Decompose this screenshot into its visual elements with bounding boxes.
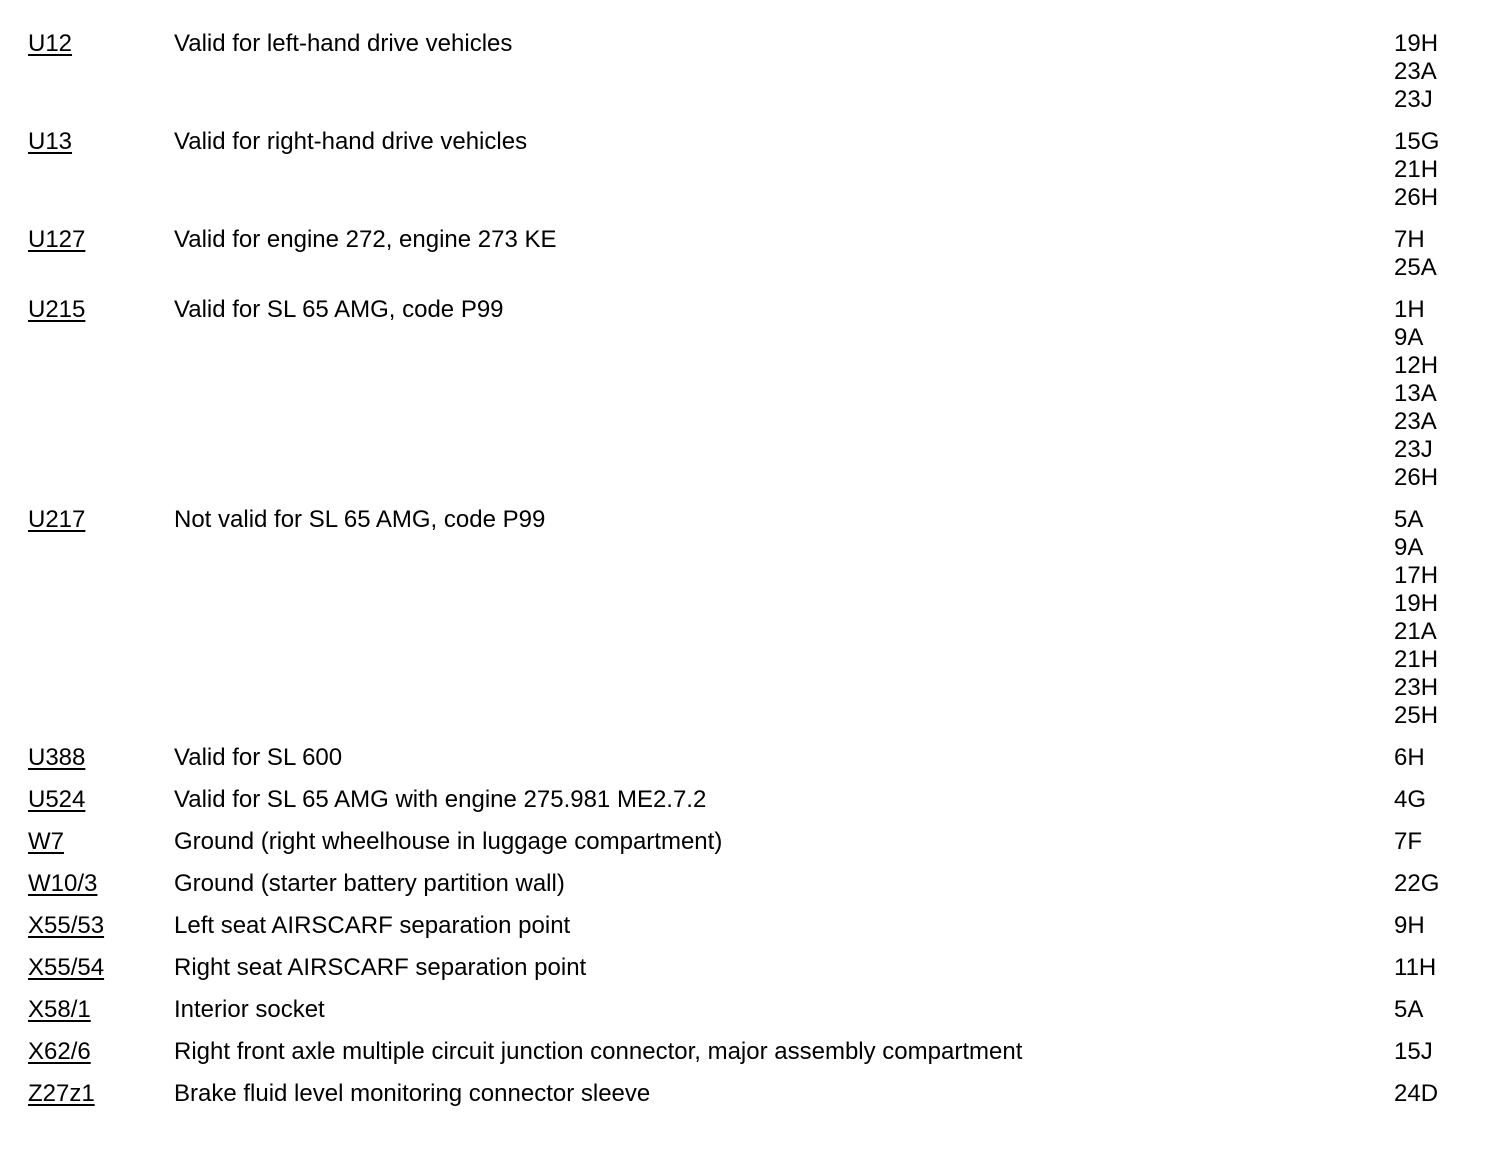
component-code-link[interactable]: X62/6 — [28, 1038, 91, 1065]
grid-location: 21A — [1394, 618, 1437, 645]
grid-location: 4G — [1394, 786, 1427, 813]
grid-location: 25A — [1394, 254, 1437, 281]
legend-row — [28, 996, 1468, 1024]
grid-location: 12H — [1394, 352, 1439, 379]
component-code-cell — [28, 786, 174, 814]
grid-location: 6H — [1394, 744, 1425, 771]
grid-location: 19H — [1394, 30, 1439, 57]
component-description: Right seat AIRSCARF separation point — [174, 954, 587, 981]
grid-location: 9A — [1394, 324, 1424, 351]
grid-location: 13A — [1394, 380, 1437, 407]
legend-row — [28, 128, 1468, 212]
grid-location: 23H — [1394, 674, 1439, 701]
grid-locations — [1394, 226, 1468, 282]
component-description: Right front axle multiple circuit junction connector, major assembly compartment — [174, 1038, 1023, 1065]
component-code-link[interactable]: X55/54 — [28, 954, 105, 981]
component-description: Not valid for SL 65 AMG, code P99 — [174, 506, 546, 533]
grid-location: 5A — [1394, 996, 1424, 1023]
component-description: Brake fluid level monitoring connector sleeve — [174, 1080, 651, 1107]
grid-locations — [1394, 128, 1468, 212]
grid-locations — [1394, 1038, 1468, 1066]
grid-location: 15J — [1394, 1038, 1433, 1065]
legend-row — [28, 954, 1468, 982]
component-description: Valid for engine 272, engine 273 KE — [174, 226, 557, 253]
legend-row — [28, 744, 1468, 772]
component-code-cell — [28, 954, 174, 982]
legend-row — [28, 1038, 1468, 1066]
component-code-cell — [28, 744, 174, 772]
grid-location: 19H — [1394, 590, 1439, 617]
component-code-link[interactable]: W7 — [28, 828, 64, 855]
grid-location: 5A — [1394, 506, 1424, 533]
grid-location: 26H — [1394, 464, 1439, 491]
grid-location: 23A — [1394, 408, 1437, 435]
component-code-link[interactable]: U13 — [28, 128, 73, 155]
legend-row — [28, 870, 1468, 898]
component-code-cell — [28, 912, 174, 940]
grid-location: 23J — [1394, 436, 1433, 463]
legend-row — [28, 1080, 1468, 1108]
component-code-link[interactable]: U217 — [28, 506, 86, 533]
component-code-cell — [28, 1080, 174, 1108]
component-code-cell — [28, 506, 174, 534]
component-description: Left seat AIRSCARF separation point — [174, 912, 571, 939]
component-code-link[interactable]: U127 — [28, 226, 86, 253]
legend-row — [28, 30, 1468, 114]
grid-location: 1H — [1394, 296, 1425, 323]
grid-locations — [1394, 912, 1468, 940]
grid-location: 24D — [1394, 1080, 1439, 1107]
grid-location: 21H — [1394, 646, 1439, 673]
grid-locations — [1394, 744, 1468, 772]
grid-locations — [1394, 30, 1468, 114]
grid-location: 7F — [1394, 828, 1423, 855]
grid-location: 9H — [1394, 912, 1425, 939]
component-description: Valid for SL 65 AMG, code P99 — [174, 296, 504, 323]
grid-location: 23J — [1394, 86, 1433, 113]
component-description: Valid for left-hand drive vehicles — [174, 30, 513, 57]
component-code-link[interactable]: U215 — [28, 296, 86, 323]
component-description: Valid for SL 65 AMG with engine 275.981 ME2.7.2 — [174, 786, 707, 813]
grid-location: 11H — [1394, 954, 1437, 981]
grid-location: 15G — [1394, 128, 1440, 155]
grid-locations — [1394, 996, 1468, 1024]
legend-row — [28, 296, 1468, 492]
grid-locations — [1394, 870, 1468, 898]
grid-location: 25H — [1394, 702, 1439, 729]
component-code-cell — [28, 128, 174, 156]
component-code-cell — [28, 296, 174, 324]
grid-location: 23A — [1394, 58, 1437, 85]
grid-locations — [1394, 828, 1468, 856]
component-legend-table — [28, 30, 1468, 1122]
legend-row — [28, 912, 1468, 940]
grid-locations — [1394, 954, 1468, 982]
component-code-cell — [28, 828, 174, 856]
legend-row — [28, 226, 1468, 282]
component-code-cell — [28, 870, 174, 898]
component-code-link[interactable]: X58/1 — [28, 996, 91, 1023]
component-description: Valid for right-hand drive vehicles — [174, 128, 528, 155]
legend-row — [28, 506, 1468, 730]
grid-locations — [1394, 1080, 1468, 1108]
component-description: Interior socket — [174, 996, 325, 1023]
grid-location: 17H — [1394, 562, 1439, 589]
component-description: Ground (starter battery partition wall) — [174, 870, 565, 897]
component-code-cell — [28, 30, 174, 58]
grid-locations — [1394, 506, 1468, 730]
grid-location: 9A — [1394, 534, 1424, 561]
component-code-link[interactable]: X55/53 — [28, 912, 105, 939]
grid-location: 21H — [1394, 156, 1439, 183]
component-description: Ground (right wheelhouse in luggage compartment) — [174, 828, 723, 855]
component-code-link[interactable]: U388 — [28, 744, 86, 771]
component-code-link[interactable]: W10/3 — [28, 870, 98, 897]
legend-row — [28, 828, 1468, 856]
grid-location: 26H — [1394, 184, 1439, 211]
component-code-link[interactable]: Z27z1 — [28, 1080, 95, 1107]
component-code-link[interactable]: U12 — [28, 30, 73, 57]
grid-locations — [1394, 296, 1468, 492]
grid-locations — [1394, 786, 1468, 814]
component-code-cell — [28, 996, 174, 1024]
legend-row — [28, 786, 1468, 814]
component-code-cell — [28, 1038, 174, 1066]
component-code-link[interactable]: U524 — [28, 786, 86, 813]
grid-location: 22G — [1394, 870, 1440, 897]
component-code-cell — [28, 226, 174, 254]
grid-location: 7H — [1394, 226, 1425, 253]
component-description: Valid for SL 600 — [174, 744, 343, 771]
